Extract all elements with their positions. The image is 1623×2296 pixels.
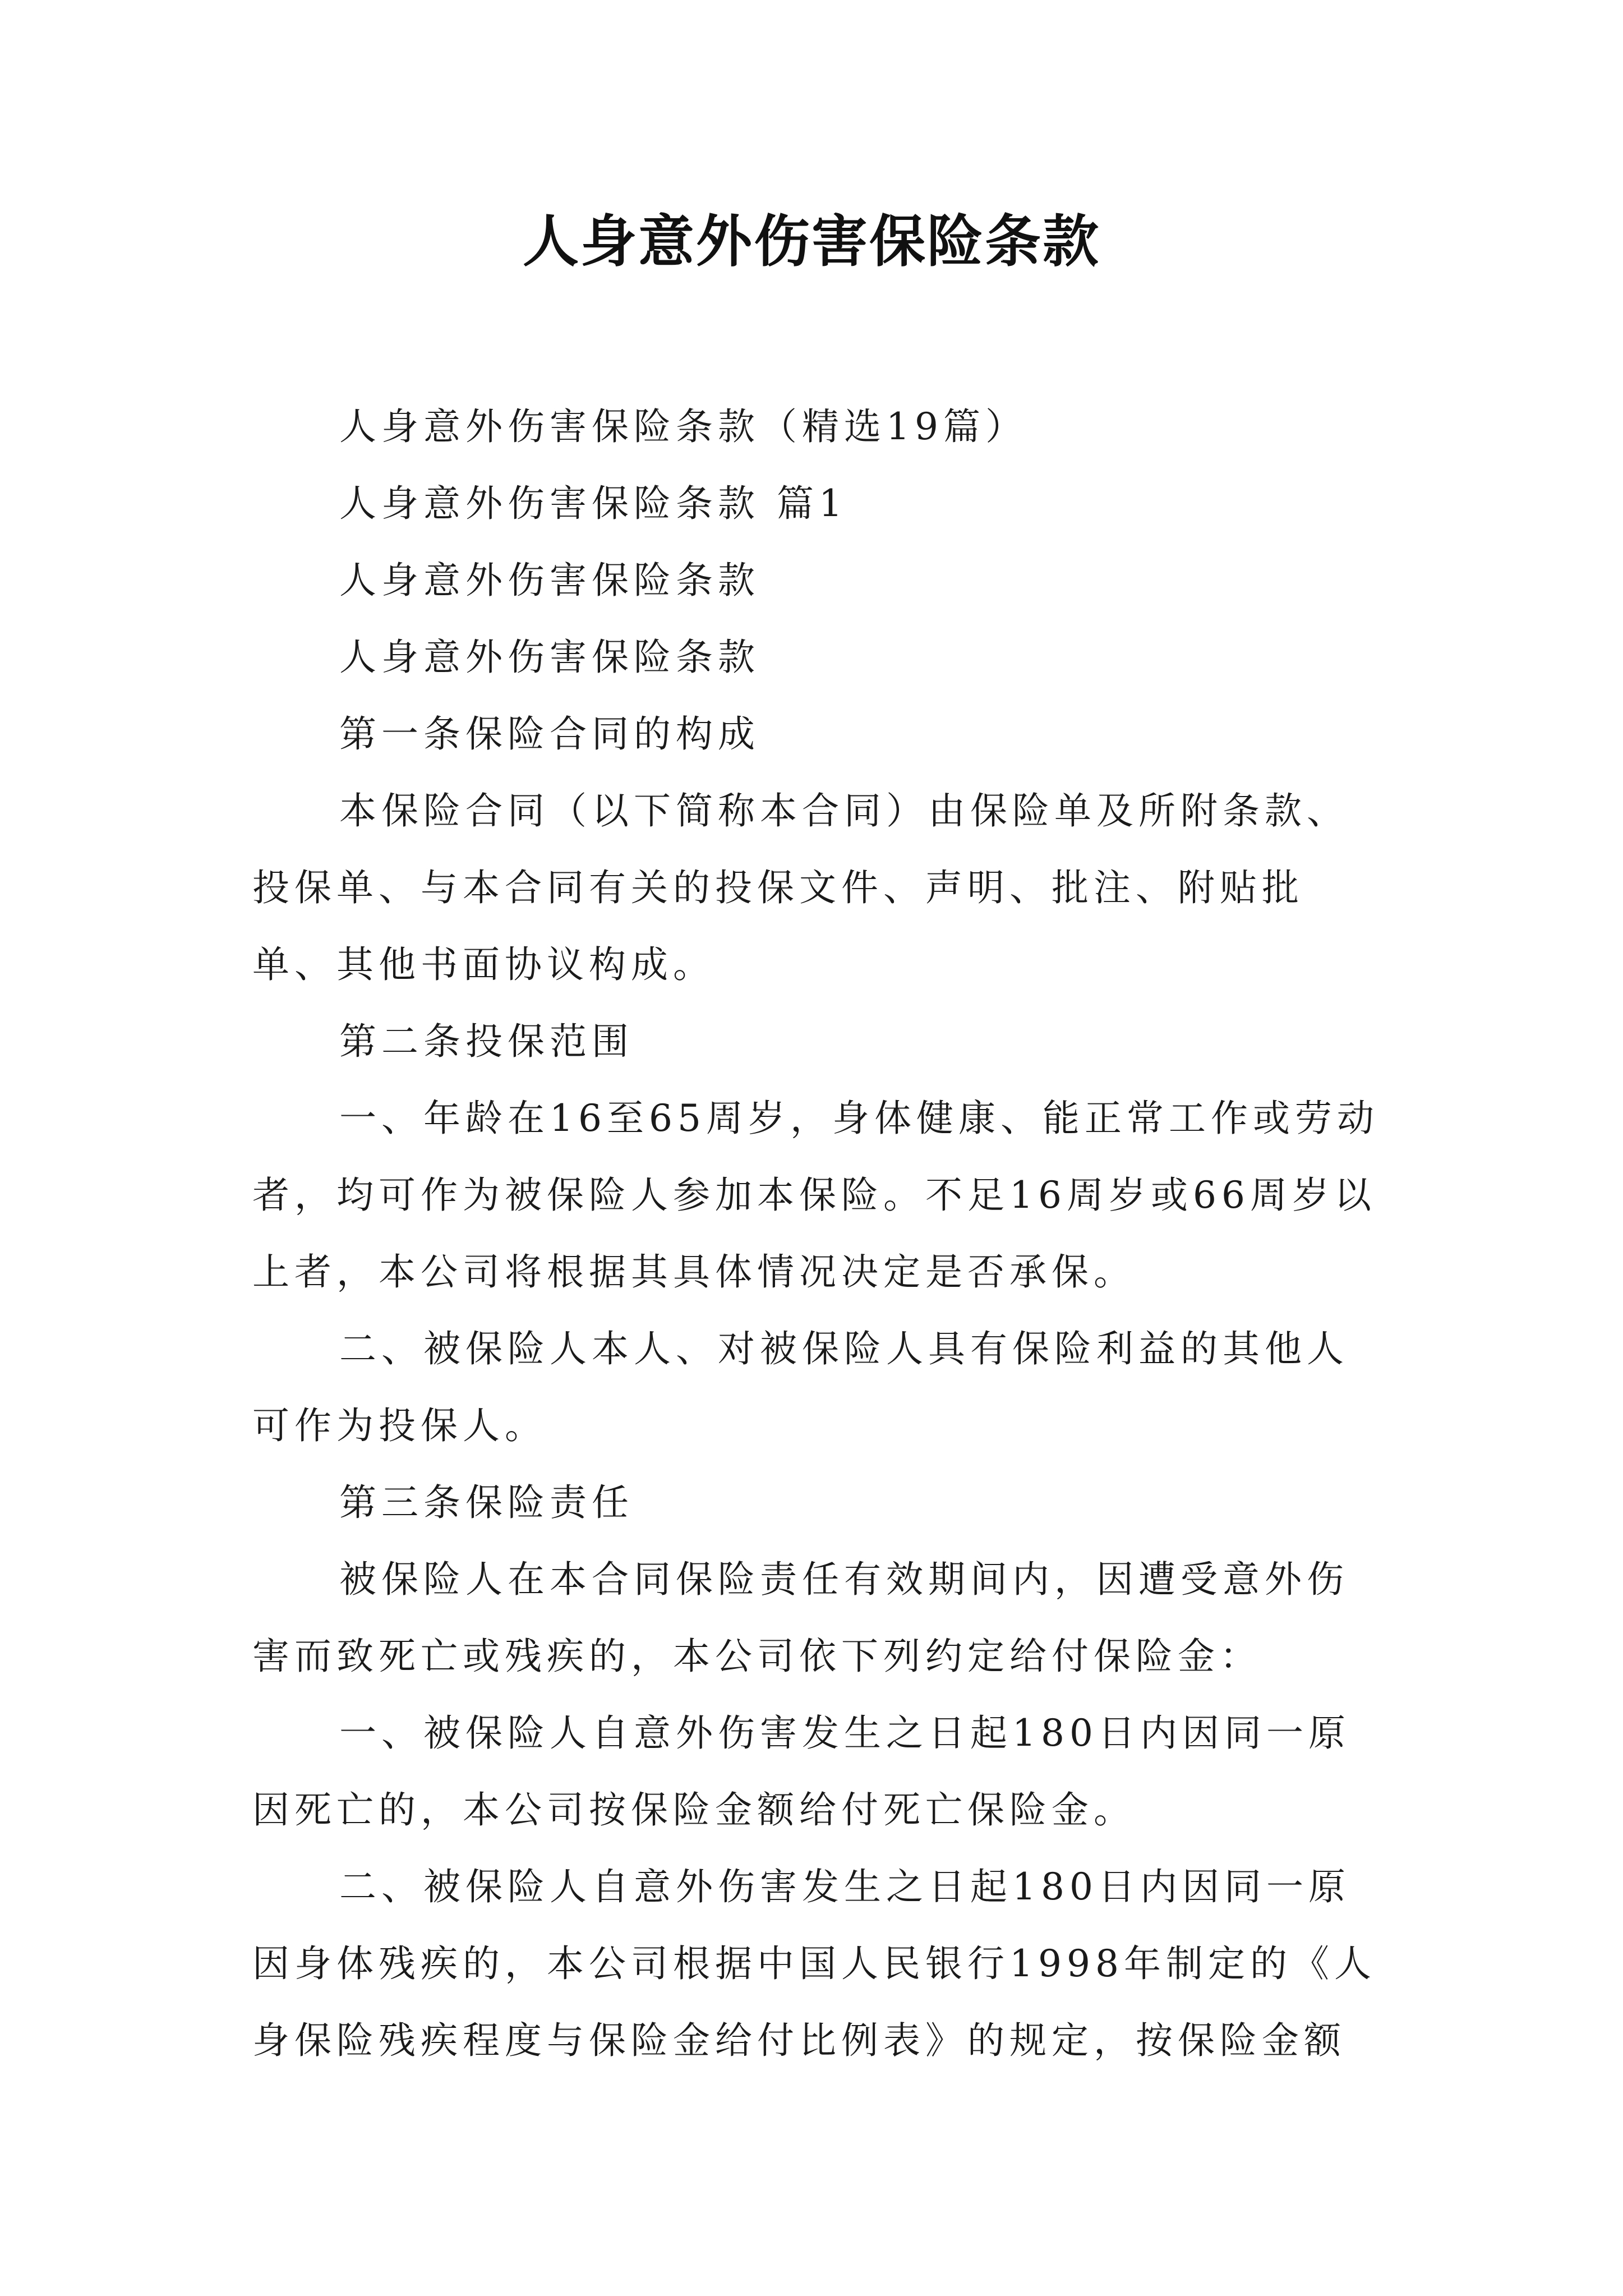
paragraph-chapter-heading: 人身意外伤害保险条款 篇1: [339, 482, 847, 525]
paragraph-clause-title: 人身意外伤害保险条款: [339, 559, 760, 602]
paragraph-subtitle: 人身意外伤害保险条款（精选19篇）: [339, 405, 1027, 448]
article-3-item-1: 一、被保险人自意外伤害发生之日起180日内因同一原因死亡的，本公司按保险金额给付死亡保险金。: [252, 1711, 1350, 1832]
article-2-heading: 第二条投保范围: [339, 1020, 634, 1063]
article-2-item-1: 一、年龄在16至65周岁，身体健康、能正常工作或劳动者，均可作为被保险人参加本保险。不足16周岁或66周岁以上者，本公司将根据其具体情况决定是否承保。: [252, 1097, 1379, 1294]
article-2-item-2: 二、被保险人本人、对被保险人具有保险利益的其他人可作为投保人。: [252, 1327, 1349, 1447]
article-3-intro: 被保险人在本合同保险责任有效期间内，因遭受意外伤害而致死亡或残疾的，本公司依下列约定给付保险金：: [252, 1558, 1349, 1678]
article-3-item-2: 二、被保险人自意外伤害发生之日起180日内因同一原因身体残疾的，本公司根据中国人民银行1998年制定的《人身保险残疾程度与保险金给付比例表》的规定，按保险金额: [252, 1865, 1376, 2062]
article-3-heading: 第三条保险责任: [339, 1481, 634, 1524]
document-title: 人身意外伤害保险条款: [523, 209, 1100, 274]
document-body: [252, 388, 1385, 2079]
paragraph-clause-title-repeat: 人身意外伤害保险条款: [339, 636, 760, 679]
article-1-heading: 第一条保险合同的构成: [339, 712, 760, 756]
article-1-text: 本保险合同（以下简称本合同）由保险单及所附条款、投保单、与本合同有关的投保文件、声明、批注、附贴批单、其他书面协议构成。: [252, 789, 1349, 986]
